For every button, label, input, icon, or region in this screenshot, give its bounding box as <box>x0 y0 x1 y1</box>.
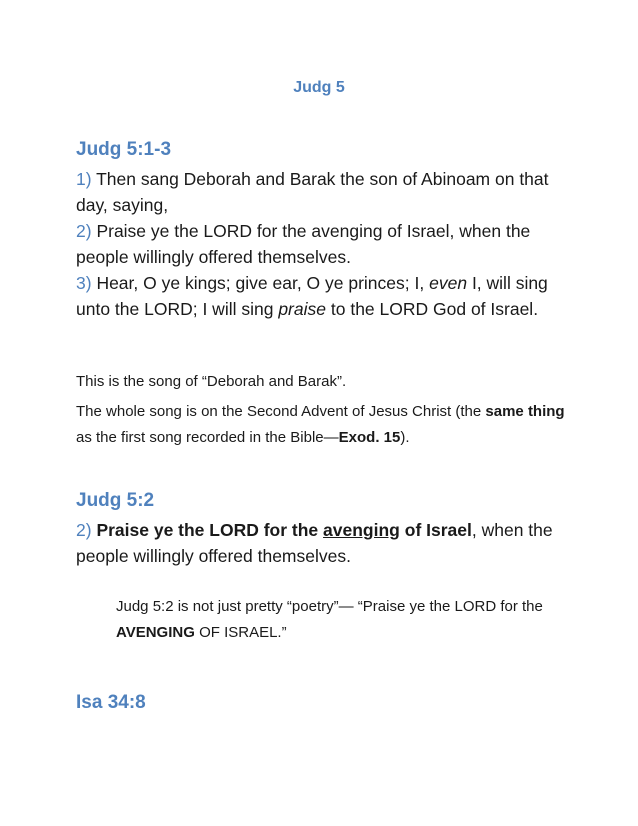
note-text: as the first song recorded in the Bible— <box>76 429 339 446</box>
verse-number: 2) <box>76 520 92 540</box>
note-bold-text: same thing <box>485 403 565 420</box>
section-heading-judg-5-1-3: Judg 5:1-3 <box>76 139 172 160</box>
page-title: Judg 5 <box>293 79 345 96</box>
verse-text: I, will sing unto the LORD; I will sing <box>76 273 548 319</box>
verse-text: to the LORD God of Israel. <box>330 299 539 319</box>
note-bold-reference: Exod. 15 <box>338 429 401 446</box>
verse-italic-word: praise <box>278 299 326 319</box>
verse-bold-text: of Israel <box>404 520 472 540</box>
note-text: Judg 5:2 is not just pretty “poetry”— “Praise ye the LORD for the <box>116 598 543 615</box>
note-bold-text: AVENGING <box>116 624 195 641</box>
verse-number: 3) <box>76 273 92 293</box>
verse-number: 2) <box>76 221 92 241</box>
commentary-note-indented <box>116 594 568 646</box>
section-heading-isa-34-8: Isa 34:8 <box>76 692 146 713</box>
verse-bold-text: Praise ye the LORD for the <box>96 520 319 540</box>
verse-block-judg-5-2 <box>76 517 566 569</box>
verse-underlined-word: avenging <box>323 520 400 540</box>
verse-number: 1) <box>76 169 92 189</box>
verse-block-judg-5-1-3 <box>76 166 566 322</box>
verse-text: Praise ye the LORD for the avenging of Israel, when the people willingly offered themselves. <box>76 221 531 267</box>
verse-text: Then sang Deborah and Barak the son of Abinoam on that day, saying, <box>76 169 549 215</box>
note-text: OF ISRAEL.” <box>199 624 287 641</box>
section-heading-judg-5-2: Judg 5:2 <box>76 490 155 511</box>
commentary-note <box>76 399 566 451</box>
note-text: The whole song is on the Second Advent of Jesus Christ (the <box>76 403 482 420</box>
verse-text: Hear, O ye kings; give ear, O ye princes; I, <box>96 273 425 293</box>
commentary-note: This is the song of “Deborah and Barak”. <box>76 373 347 390</box>
verse-text: , when the people willingly offered themselves. <box>76 520 553 566</box>
note-text: ). <box>400 429 410 446</box>
verse-italic-word: even <box>429 273 468 293</box>
